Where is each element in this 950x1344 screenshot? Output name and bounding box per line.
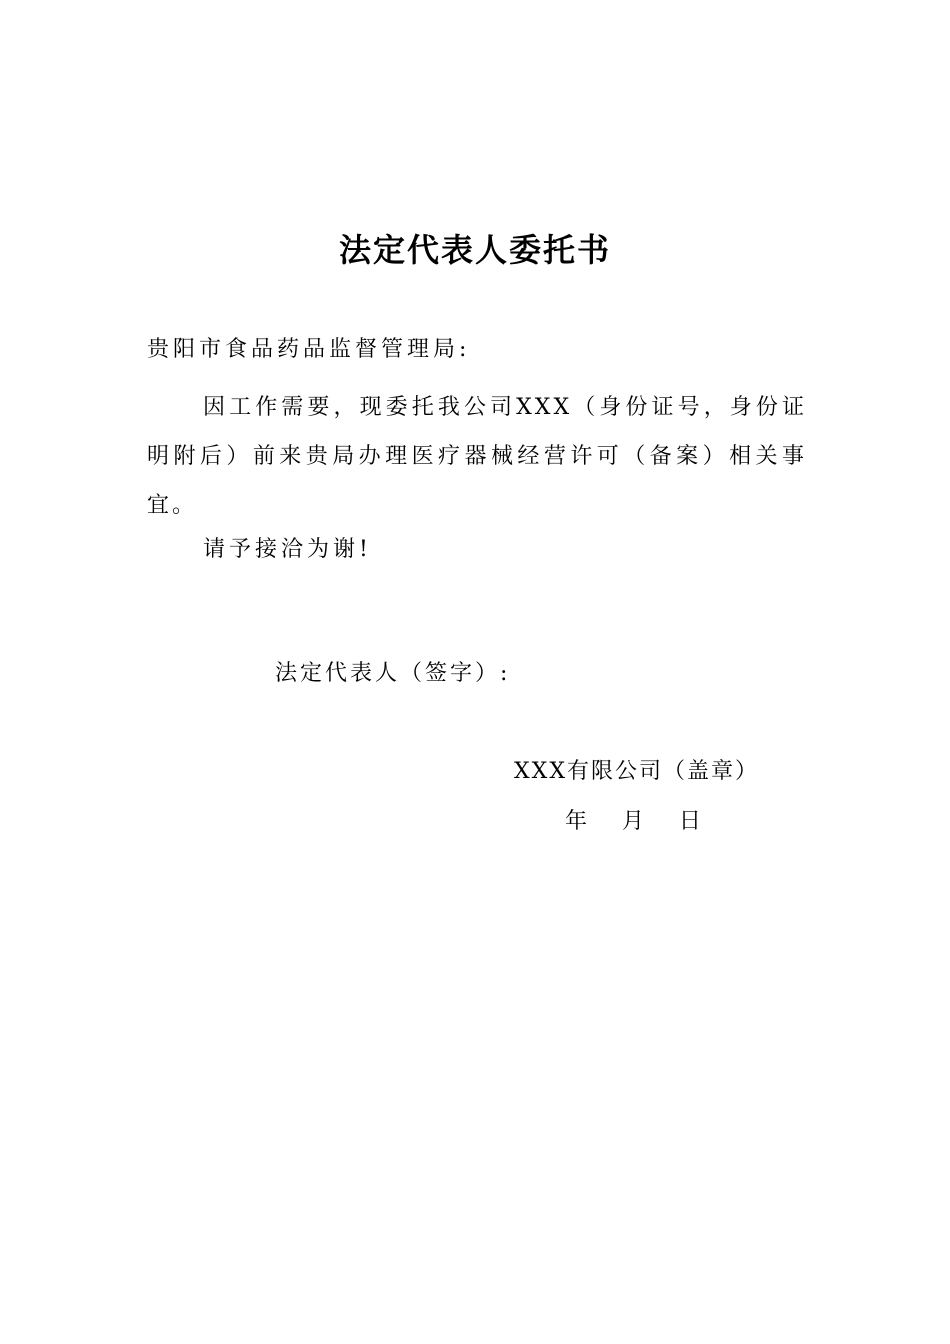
company-seal-line: XXX有限公司（盖章） <box>514 759 759 784</box>
date-line: 年 月 日 <box>565 809 701 834</box>
document-title: 法定代表人委托书 <box>338 231 611 269</box>
addressee: 贵阳市食品药品监督管理局: <box>147 337 471 362</box>
closing-line: 请予接洽为谢! <box>203 537 372 562</box>
signature-label: 法定代表人（签字）: <box>275 661 511 686</box>
body-paragraph: 因工作需要，现委托我公司XXX（身份证号，身份证明附后）前来贵局办理医疗器械经营许可（备案）相关事宜。 <box>147 395 807 518</box>
